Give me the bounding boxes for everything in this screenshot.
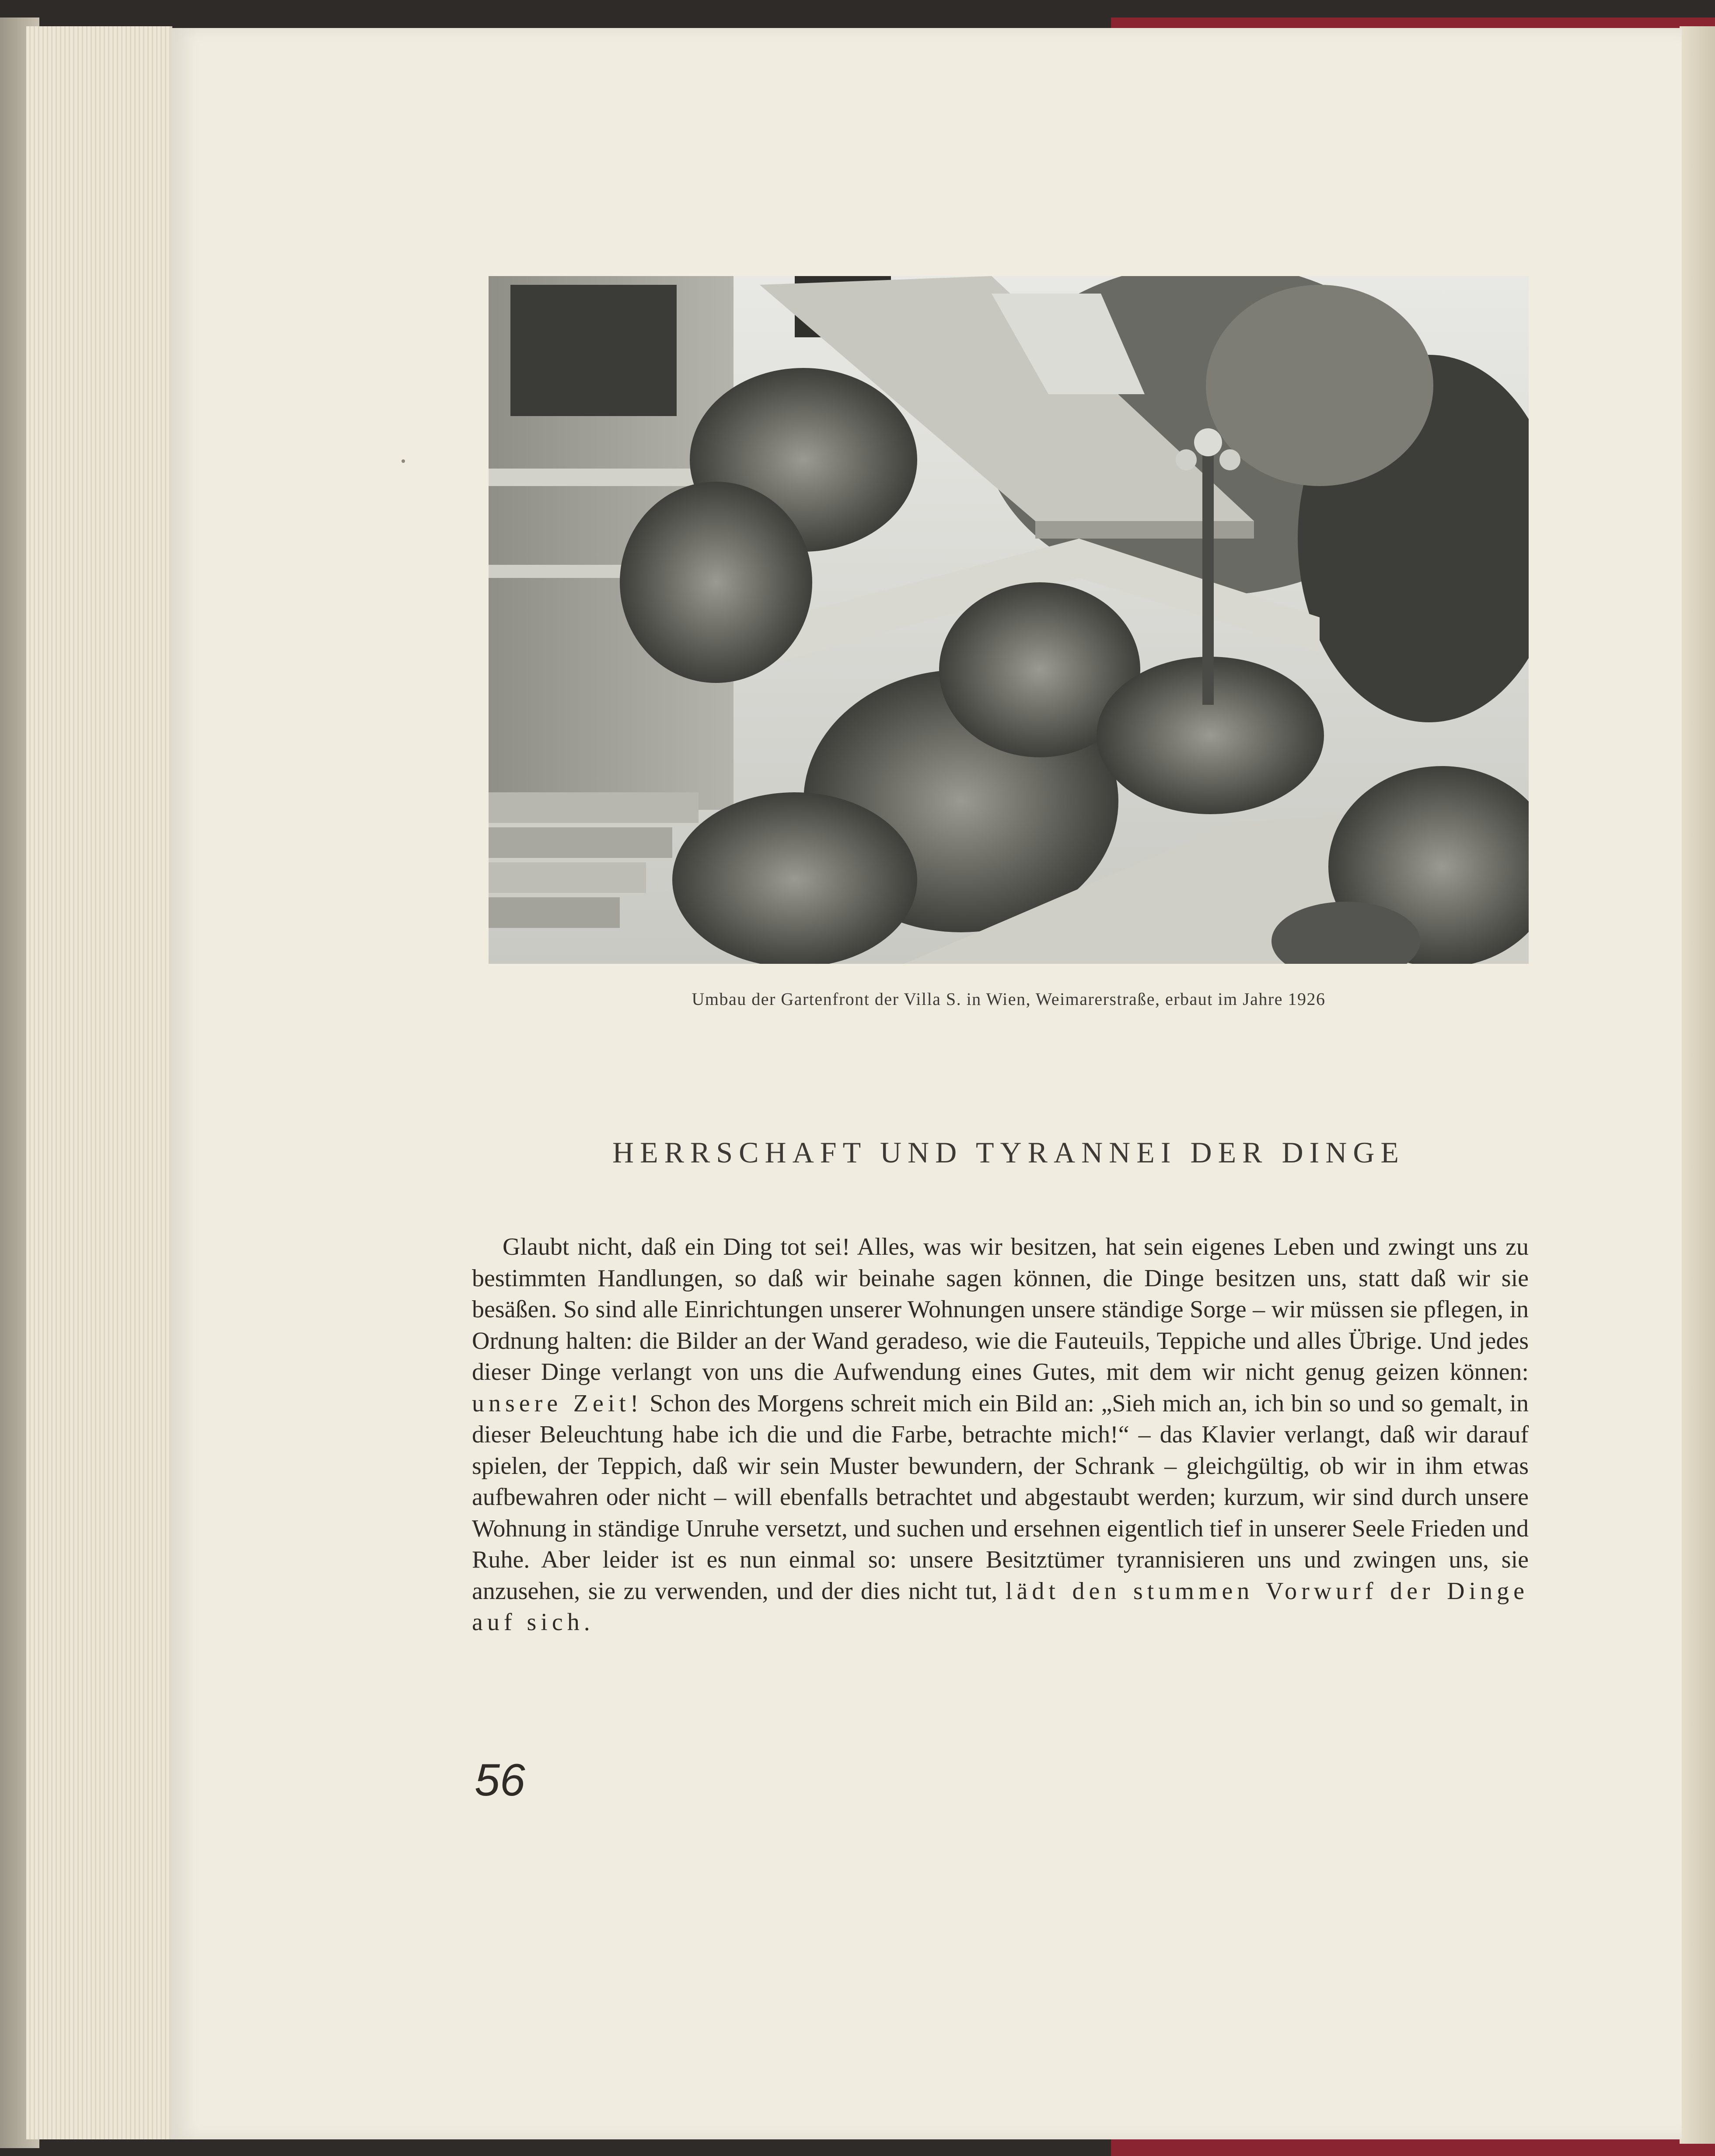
book-cover-top-edge	[1111, 18, 1715, 28]
body-paragraph	[472, 1232, 1529, 1638]
body-emphasis-1: unsere Zeit!	[472, 1390, 643, 1417]
page-mark	[402, 459, 405, 463]
photo-villa-garden-front-icon	[489, 276, 1529, 964]
book-cover-bottom-edge	[1111, 2139, 1715, 2156]
body-text-part-2: Schon des Morgens schreit mich ein Bild an: „Sieh mich an, ich bin so und so gemalt, in dieser Beleuchtung habe ich die und die Farbe, betrachte mich!“ – das Klavier verlangt, daß wir darauf spielen, der Teppich, daß wir sein Muster bewundern, der Schrank – gleichgültig, ob wir in ihm etwas aufbewahren oder nicht – will ebenfalls betrachtet und abgestaubt werden; kurzum, wir sind durch unsere Wohnung in ständige Unruhe versetzt, und suchen und ersehnen eigentlich tief in unserer Seele Frieden und Ruhe. Aber leider ist es nun einmal so: unsere Besitztümer tyrannisieren uns und zwingen uns, sie anzusehen, sie zu verwenden, und der dies nicht tut,	[472, 1390, 1529, 1605]
body-emphasis-2: lädt den stummen Vorwurf der Dinge auf sich.	[472, 1577, 1529, 1636]
page-stack-edges	[26, 26, 172, 2139]
body-text-part-1: Glaubt nicht, daß ein Ding tot sei! Alles, was wir besitzen, hat sein eigenes Leben und zwingt uns zu bestimmten Handlungen, so daß wir beinahe sagen können, die Dinge besitzen uns, statt daß wir sie besäßen. So sind alle Einrichtungen unserer Wohnungen unsere ständige Sorge – wir müssen sie pflegen, in Ordnung halten: die Bilder an der Wand geradeso, wie die Fauteuils, Teppiche und alles Übrige. Und jedes dieser Dinge verlangt von uns die Aufwendung eines Gutes, mit dem wir nicht genug geizen können:	[472, 1233, 1529, 1386]
page-right-edge	[1680, 26, 1715, 2144]
photo-caption: Umbau der Gartenfront der Villa S. in Wien, Weimarerstraße, erbaut im Jahre 1926	[692, 989, 1326, 1009]
chapter-title: HERRSCHAFT UND TYRANNEI DER DINGE	[612, 1136, 1405, 1169]
villa-photograph	[489, 276, 1529, 964]
page-number: 56	[475, 1755, 525, 1806]
